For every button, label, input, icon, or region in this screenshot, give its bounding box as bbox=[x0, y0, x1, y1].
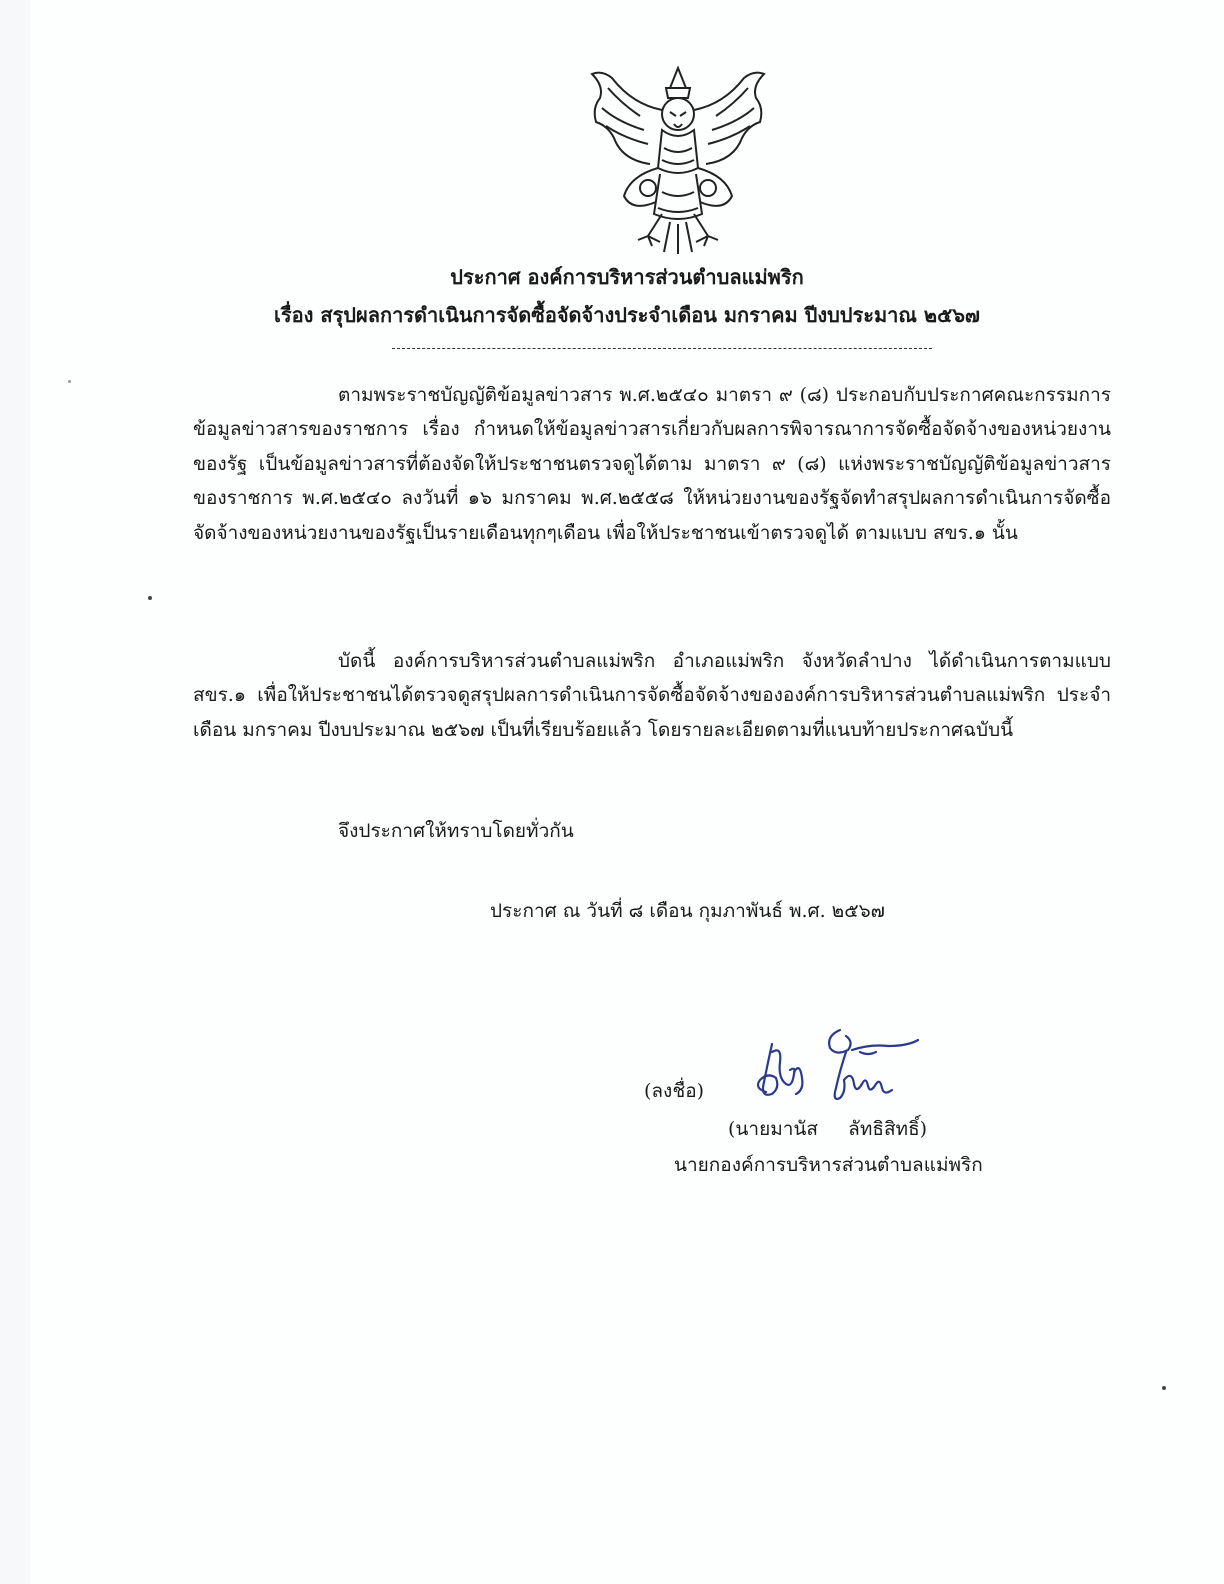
announcement-subject: เรื่อง สรุปผลการดำเนินการจัดซื้อจัดจ้างประจำเดือน มกราคม ปีงบประมาณ ๒๕๖๗ bbox=[274, 303, 980, 327]
garuda-emblem-icon bbox=[578, 64, 778, 256]
signer-title: นายกองค์การบริหารส่วนตำบลแม่พริก bbox=[674, 1154, 983, 1176]
signer-name: (นายมานัส ลัทธิสิทธิ์) bbox=[728, 1118, 928, 1140]
closing-statement: จึงประกาศให้ทราบโดยทั่วกัน bbox=[338, 820, 574, 842]
announcement-date: ประกาศ ณ วันที่ ๘ เดือน กุมภาพันธ์ พ.ศ. ๒๕๖๗ bbox=[490, 900, 885, 922]
body-paragraph-1: ตามพระราชบัญญัติข้อมูลข่าวสาร พ.ศ.๒๕๔๐ มาตรา ๙ (๘) ประกอบกับประกาศคณะกรรมการข้อมูลข่าวสารของราชการ เรื่อง กำหนดให้ข้อมูลข่าวสารเกี่ยวกับผลการพิจารณาการจัดซื้อจัดจ้างของหน่วยงานของรัฐ เป็นข้อมูลข่าวสารที่ต้องจัดให้ประชาชนตรวจดูได้ตาม มาตรา ๙ (๘) แห่งพระราชบัญญัติข้อมูลข่าวสารของราชการ พ.ศ.๒๕๔๐ ลงวันที่ ๑๖ มกราคม พ.ศ.๒๕๕๘ ให้หน่วยงานของรัฐจัดทำสรุปผลการดำเนินการจัดซื้อจัดจ้างของหน่วยงานของรัฐเป็นรายเดือนทุกๆเดือน เพื่อให้ประชาชนเข้าตรวจดูได้ ตามแบบ สขร.๑ นั้น bbox=[193, 384, 1111, 544]
body-paragraph-2: บัดนี้ องค์การบริหารส่วนตำบลแม่พริก อำเภอแม่พริก จังหวัดลำปาง ได้ดำเนินการตามแบบ สขร.๑ เพื่อให้ประชาชนได้ตรวจดูสรุปผลการดำเนินการจัดซื้อจัดจ้างขององค์การบริหารส่วนตำบลแม่พริก ประจำเดือน มกราคม ปีงบประมาณ ๒๕๖๗ เป็นที่เรียบร้อยแล้ว โดยรายละเอียดตามที่แนบท้ายประกาศฉบับนี้ bbox=[193, 650, 1111, 741]
heading-divider bbox=[392, 348, 932, 349]
scan-speck bbox=[68, 380, 71, 383]
handwritten-signature bbox=[720, 1022, 920, 1116]
signature-label: (ลงชื่อ) bbox=[644, 1080, 705, 1102]
scan-speck bbox=[148, 596, 152, 600]
scan-speck bbox=[1162, 1386, 1166, 1390]
announcement-heading: ประกาศ องค์การบริหารส่วนตำบลแม่พริก bbox=[450, 265, 804, 289]
